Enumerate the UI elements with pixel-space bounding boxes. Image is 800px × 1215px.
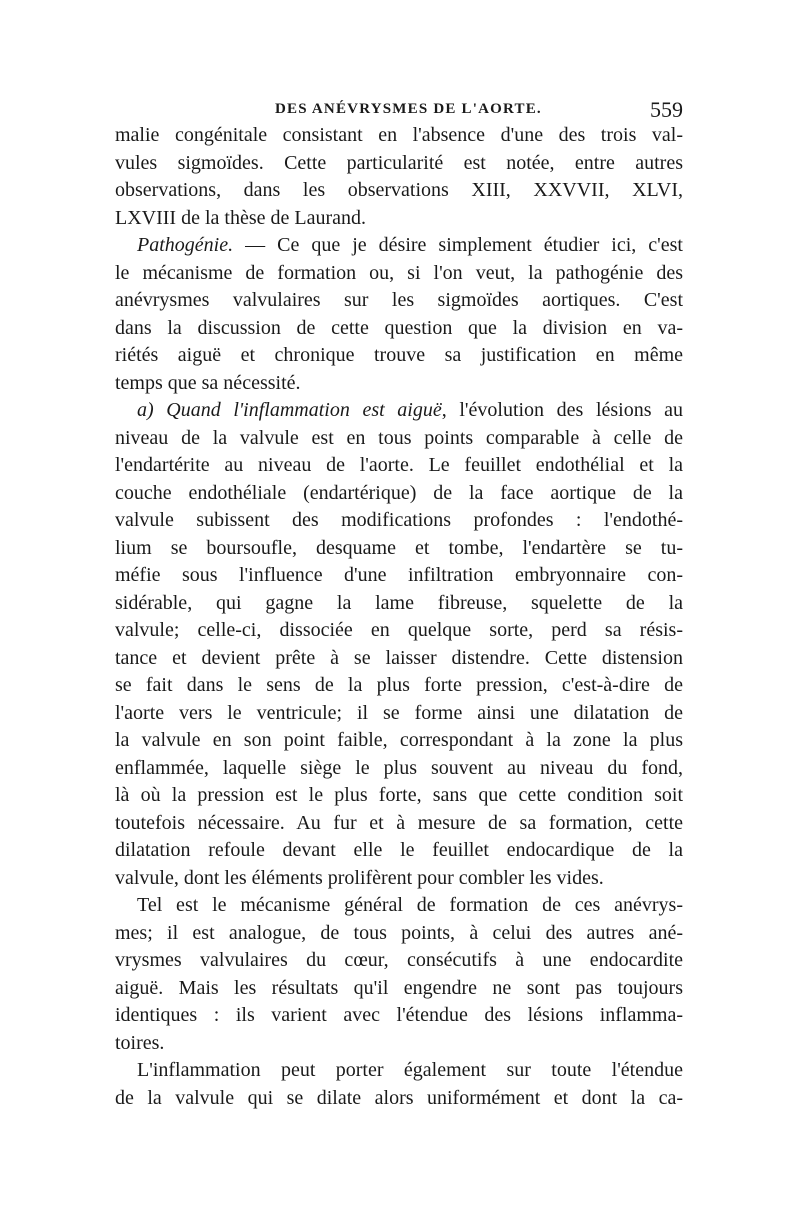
text-line: L'inflammation peut porter également sur toute l'étendue: [137, 1059, 683, 1081]
text-line: identiques : ils varient avec l'étendue des lésions inflamma-: [115, 1004, 683, 1026]
section-heading: Pathogénie.: [137, 234, 234, 256]
emphasis: l'inflammation est aiguë: [233, 399, 442, 421]
text-line: observations, dans les observations XIII, XXVVII, XLVI,: [115, 179, 683, 201]
page-number: 559: [650, 97, 683, 122]
text-line: l'endartérite au niveau de l'aorte. Le feuillet endothélial et la: [115, 454, 683, 476]
text-line: se fait dans le sens de la plus forte pression, c'est-à-dire de: [115, 674, 683, 696]
text-line: valvule; celle-ci, dissociée en quelque sorte, perd sa résis-: [115, 619, 683, 641]
text-line: aiguë. Mais les résultats qu'il engendre ne sont pas toujours: [115, 976, 683, 999]
running-head-title: DES ANÉVRYSMES DE L'AORTE.: [275, 101, 542, 117]
body-text: [115, 122, 683, 1112]
text-line: de la valvule qui se dilate alors uniformément et dont la ca-: [115, 1086, 683, 1109]
text-line: couche endothéliale (endartérique) de la face aortique de la: [115, 481, 683, 504]
running-head: [115, 97, 683, 121]
text-line: niveau de la valvule est en tous points comparable à celle de: [115, 426, 683, 449]
text-line: Pathogénie. — Ce que je désire simplement étudier ici, c'est: [137, 234, 683, 256]
text-line: toutefois nécessaire. Au fur et à mesure de sa formation, cette: [115, 811, 683, 834]
text-line: enflammée, laquelle siège le plus souvent au niveau du fond,: [115, 756, 683, 779]
text-line: le mécanisme de formation ou, si l'on veut, la pathogénie des: [115, 261, 683, 284]
text-line: l'aorte vers le ventricule; il se forme ainsi une dilatation de: [115, 701, 683, 724]
text-line: Tel est le mécanisme général de formation de ces anévrys-: [137, 894, 683, 916]
text-line: tance et devient prête à se laisser distendre. Cette distension: [115, 646, 683, 669]
text-line: a) Quand l'inflammation est aiguë, l'évolution des lésions au: [137, 399, 683, 421]
text-line: LXVIII de la thèse de Laurand.: [115, 206, 366, 229]
text-line: lium se boursoufle, desquame et tombe, l'endartère se tu-: [115, 536, 683, 559]
text-line: toires.: [115, 1031, 165, 1054]
text-line: là où la pression est le plus forte, sans que cette condition soit: [115, 784, 683, 806]
text-line: vrysmes valvulaires du cœur, consécutifs à une endocardite: [115, 949, 683, 971]
text-line: riétés aiguë et chronique trouve sa justification en même: [115, 344, 683, 366]
text-line: malie congénitale consistant en l'absence d'une des trois val-: [115, 124, 683, 146]
text-line: valvule, dont les éléments prolifèrent pour combler les vides.: [115, 866, 604, 889]
text-line: anévrysmes valvulaires sur les sigmoïdes aortiques. C'est: [115, 289, 683, 311]
text-line: sidérable, qui gagne la lame fibreuse, squelette de la: [115, 591, 683, 614]
text-line: dans la discussion de cette question que la division en va-: [115, 316, 683, 339]
text-line: méfie sous l'influence d'une infiltration embryonnaire con-: [115, 564, 683, 586]
text-line: la valvule en son point faible, correspondant à la zone la plus: [115, 729, 683, 751]
text-line: vules sigmoïdes. Cette particularité est notée, entre autres: [115, 151, 683, 174]
text-line: mes; il est analogue, de tous points, à celui des autres ané-: [115, 921, 683, 944]
text-line: valvule subissent des modifications profondes : l'endothé-: [115, 509, 683, 531]
text-line: temps que sa nécessité.: [115, 371, 301, 394]
text-line: dilatation refoule devant elle le feuillet endocardique de la: [115, 839, 683, 861]
